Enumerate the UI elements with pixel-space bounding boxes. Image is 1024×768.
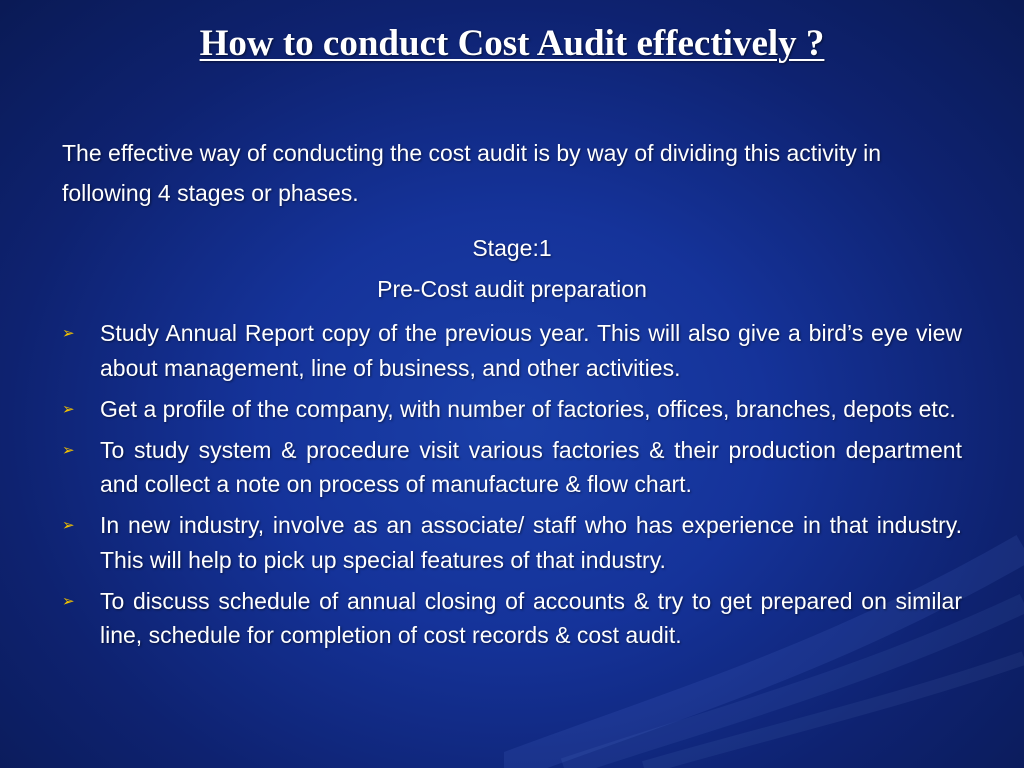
bullet-text: To discuss schedule of annual closing of accounts & try to get prepared on similar line, schedule for completion of cost records & cost audit. (100, 587, 962, 648)
arrow-bullet-icon: ➢ (62, 325, 75, 342)
bullet-item (62, 392, 962, 427)
stage-number-heading: Stage:1 (472, 235, 552, 261)
bullet-item (62, 433, 962, 502)
bullet-text: In new industry, involve as an associate/ staff who has experience in that industry. This will help to pick up special features of that industry. (100, 512, 962, 573)
bullet-list (62, 316, 962, 659)
slide-title: How to conduct Cost Audit effectively ? (199, 23, 825, 64)
bullet-text: Get a profile of the company, with number of factories, offices, branches, depots etc. (100, 395, 956, 422)
arrow-bullet-icon: ➢ (62, 441, 75, 459)
arrow-bullet-icon: ➢ (62, 592, 75, 610)
bullet-text: To study system & procedure visit various factories & their production department and collect a note on process of manufacture & flow chart. (100, 436, 962, 497)
arrow-bullet-icon: ➢ (62, 400, 75, 418)
bullet-item (62, 508, 962, 577)
bullet-item (62, 584, 962, 653)
bullet-item (62, 316, 962, 385)
bullet-text: Study Annual Report copy of the previous year. This will also give a bird’s eye view about management, line of business, and other activities. (100, 320, 962, 381)
intro-paragraph: The effective way of conducting the cost audit is by way of dividing this activity in following 4 stages or phases. (62, 140, 882, 206)
arrow-bullet-icon: ➢ (62, 517, 75, 534)
stage-title-heading: Pre-Cost audit preparation (377, 276, 647, 302)
